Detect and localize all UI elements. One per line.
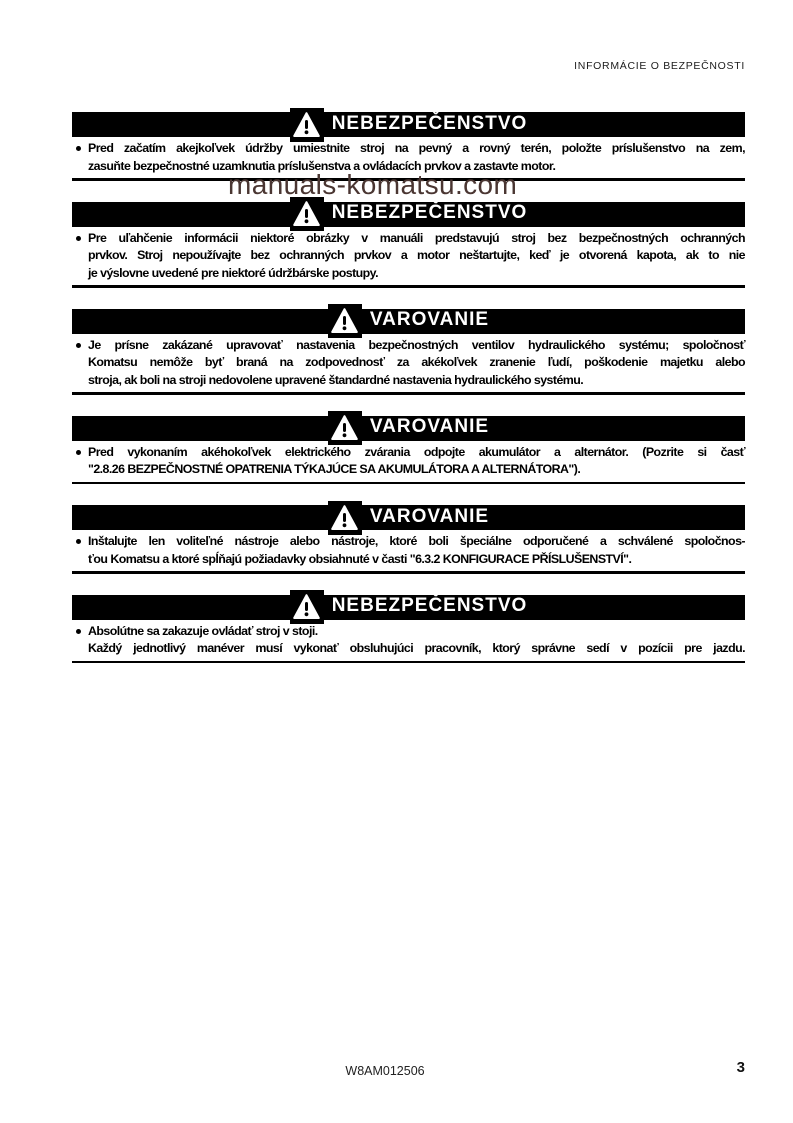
safety-section-5 (72, 505, 745, 574)
warning-banner (72, 505, 745, 530)
notice-line: Pred začatím akejkoľvek údržby umiestnite stroj na pevný a rovný terén, položte príslušenstvo na zem, (88, 141, 745, 155)
notice-line: Pred vykonaním akéhokoľvek elektrického zvárania odpojte akumulátor a alternátor. (Pozrite si časť (88, 444, 745, 459)
section-divider (72, 571, 745, 574)
notice-paragraph (72, 623, 745, 658)
notice-line: Komatsu nemôže byť braná na zodpovednosť za akékoľvek zranenie ľudí, poškodenie majetku alebo (88, 355, 745, 369)
notice-line: zasuňte bezpečnostné uzamknutia príslušenstva a ovládacích prvkov a zastavte motor. (88, 158, 556, 173)
section-divider (72, 482, 745, 485)
section-divider (72, 661, 745, 664)
page-number: 3 (736, 1059, 745, 1076)
warning-triangle-icon (290, 197, 324, 231)
watermark: manuals-komatsu.com (228, 169, 518, 200)
warning-banner (72, 416, 745, 441)
notice-paragraph (72, 444, 745, 479)
bullet-marker (76, 236, 81, 241)
notice-paragraph (72, 230, 745, 283)
banner-label: VAROVANIE (369, 309, 490, 330)
notice-line: Každý jednotlivý manéver musí vykonať obsluhujúci pracovník, ktorý správne sedí v pozícii pre jazdu. (88, 641, 745, 655)
notice-line: stroja, ak boli na stroji nedovolene upravené štandardné nastavenia hydraulického systému. (88, 372, 584, 387)
notice-line: "2.8.26 BEZPEČNOSTNÉ OPATRENIA TÝKAJÚCE SA AKUMULÁTORA A ALTERNÁTORA"). (88, 462, 581, 476)
bullet-marker (76, 629, 81, 634)
safety-section-6 (72, 595, 745, 664)
notice-paragraph (72, 337, 745, 390)
warning-triangle-icon (290, 108, 324, 142)
bullet-marker (76, 343, 81, 348)
bullet-marker (76, 539, 81, 544)
banner-label: NEBEZPEČENSTVO (331, 595, 528, 616)
notice-line: Absolútne sa zakazuje ovládať stroj v stoji. (88, 623, 318, 638)
notice-line: Je prísne zakázané upravovať nastavenia bezpečnostných ventilov hydraulického systému; spoločnosť (88, 337, 745, 352)
bullet-marker (76, 450, 81, 455)
danger-banner (72, 202, 745, 227)
notice-line: prvkov. Stroj nepoužívajte bez ochranných prvkov a motor neštartujte, keď je otvorená kapota, ak to nie (88, 248, 745, 262)
section-divider (72, 285, 745, 288)
notice-line: ťou Komatsu a ktoré spĺňajú požiadavky obsiahnuté v časti "6.3.2 KONFIGURACE PŘÍSLUŠENSTVÍ". (88, 551, 632, 566)
warning-triangle-icon (328, 304, 362, 338)
danger-banner (72, 595, 745, 620)
banner-label: VAROVANIE (369, 416, 490, 437)
notice-line: Pre uľahčenie informácii niektoré obrázky v manuáli predstavujú stroj bez bezpečnostných ochranných (88, 230, 745, 245)
safety-section-3 (72, 309, 745, 395)
banner-label: VAROVANIE (369, 505, 490, 527)
banner-label: NEBEZPEČENSTVO (331, 202, 528, 223)
banner-label: NEBEZPEČENSTVO (331, 112, 528, 134)
notice-line: je výslovne uvedené pre niektoré údržbárske postupy. (88, 265, 378, 280)
notice-line: Inštalujte len voliteľné nástroje alebo nástroje, ktoré boli špeciálne odporučené a schválené spoločnos- (88, 534, 745, 548)
warning-banner (72, 309, 745, 334)
notice-paragraph (72, 533, 745, 568)
safety-section-4 (72, 416, 745, 485)
warning-triangle-icon (328, 501, 362, 535)
header-title: INFORMÁCIE O BEZPEČNOSTI (574, 60, 745, 72)
danger-banner (72, 112, 745, 137)
safety-section-2 (72, 202, 745, 288)
warning-triangle-icon (290, 590, 324, 624)
section-divider (72, 392, 745, 395)
bullet-marker (76, 146, 81, 151)
footer-code: W8AM012506 (345, 1064, 425, 1078)
warning-triangle-icon (328, 411, 362, 445)
